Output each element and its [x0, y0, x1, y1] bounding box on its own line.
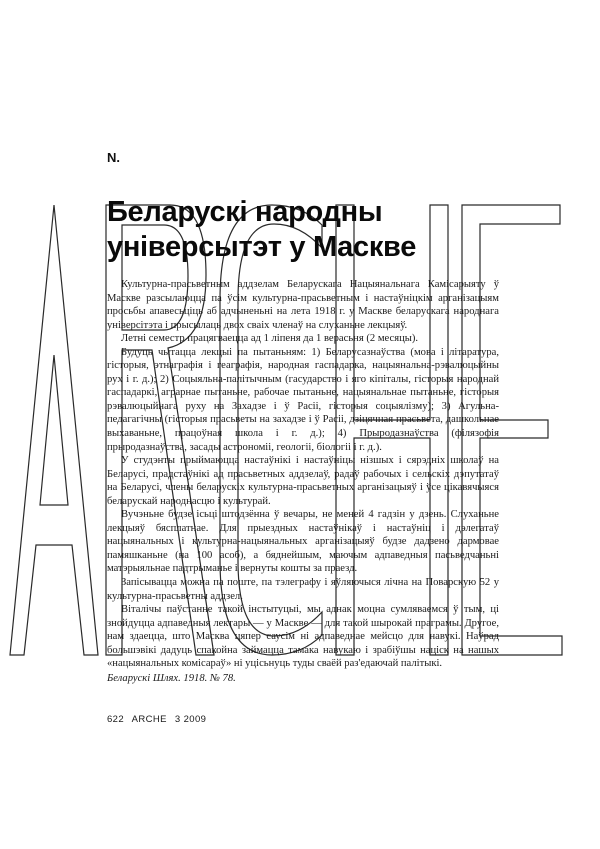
- article-title-line-1: Беларускі народны: [107, 196, 383, 228]
- article-title: [107, 195, 527, 265]
- magazine-issue: 3 2009: [174, 714, 207, 725]
- article-paragraph: Летні семестр працягваецца ад 1 ліпеня да 1 верасьня (2 месяцы).: [121, 333, 419, 345]
- article-paragraph: У студэнты прыймаюцца настаўнікі і настаўніцы нізшых і сярэдніх школаў на Беларусі, прадстаўнікі ад прасьветных аддзелаў, радаў рабочых і сельскіх дэпутатаў на Беларусі, члены беларускіх культурна-прасьветных арганізацыяў і ўсе цікавячыяся беларускай народнасцю і культурай.: [107, 455, 499, 507]
- article-paragraph: Вучэньне будзе ісьці штодзённа ў вечары, не меней 4 гадзін у дзень. Слуханьне лекцыяў бясплатнае. Для прыездных настаўнікаў і настаўніц і дэлегатаў нацыянальных і культурна-нацыянальных арганізацыяў будзе дадзено дармовае памяшканьне (на 100 асоб), а бяднейшым, маючым адпаведныя пасьведчаньні матэрыяльнае падтрыманье і вернуты кошты за праезд.: [107, 509, 499, 575]
- watermark-letter-a: [10, 205, 98, 655]
- article-paragraph: Запісывацца можна па поште, па тэлеграфу і яўляючыся лічна на Поварскую 52 у культурна-прасьветны аддзел.: [107, 577, 499, 602]
- magazine-name: ARCHE: [131, 714, 167, 725]
- article-source: Беларускі Шлях. 1918. № 78.: [107, 673, 236, 684]
- article-paragraph: Віталічы паўстанне такой інстытуцыі, мы аднак моцна сумляваемся ў тым, ці знойдуцца адпаведныя лектары — у Маскве — для такой шырокай праграмы. Другое, нам здаецца, што Масква цяпер саусім ні адпаведнае мейсцо для навукі. Наўрад большэвікі дадуць спакойна займацца тамака навукаю і зрабіўшы націск на нашых «нацыянальных комісараў» ні уцісьнуць туды сваёй раз'едаючай палітыкі.: [107, 604, 499, 670]
- article-body: [107, 278, 499, 671]
- article-paragraph: Культурна-прасьветным аддзелам Беларускага Нацыянальнага Камісарыяту ў Маскве разсылаюцца па ўсім культурна-прасьветным і настаўніцкім арганізацыям просьбы апавесьціць аб адчыненьні на лета 1918 г. у Маскве беларускага народнага універсітэта і прысылаць двох сваіх членаў на слуханьне лекцыяў.: [107, 279, 499, 331]
- page-footer: [107, 714, 211, 725]
- article-author: N.: [107, 150, 120, 165]
- page-number: 622: [107, 714, 125, 725]
- article-title-line-2: універсытэт у Маскве: [107, 231, 417, 263]
- article-paragraph: Будуць чытацца лекцыі па пытаньням: 1) Беларусазнаўства (мова і літаратура, гісторыя, этнаграфія і геаграфія, народная гаспадарка, нацыянальна-рэвалюцыйны рух і г. д.); 2) Соцыяльна-палітычным (гасударство і яго кіпіталы, гісторыя народнай гаспадаркі, аграрнае пытаньне, рабочае пытаньне, нацыянальнае пытаньне, гісторыя рэвалюцыйнага руху на Захадзе і ў Расіі, гісторыя соцыялізму); 3) Агульна-педагагічны (гісторыя прасьветы на захадзе і ў Расіі, дзіцячная прасьвета, дашкольнае выхаваньне, працоўная школа і г. д.); 4) Прыродазнаўства (філязофія прыродазнаўства, засады астрономіі, геологіі, біологіі і г. д.).: [107, 346, 499, 453]
